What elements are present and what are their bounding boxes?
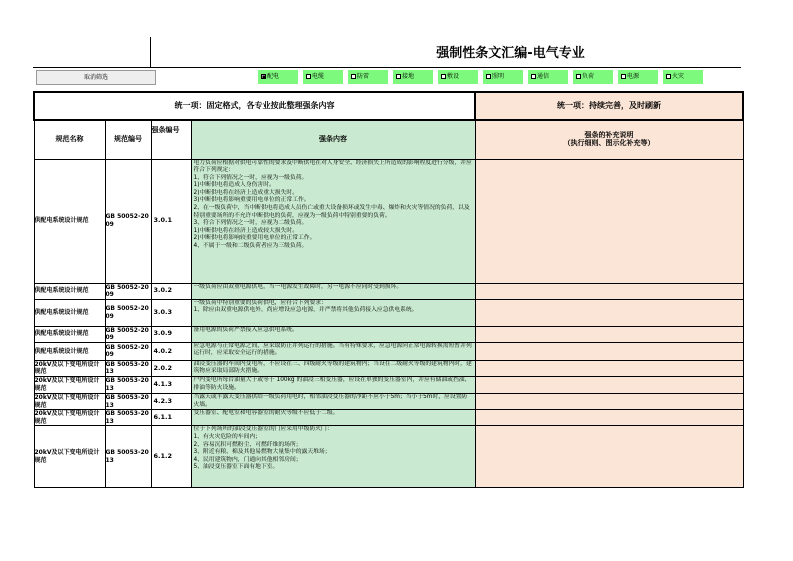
filter-7[interactable] xyxy=(573,70,613,84)
filter-label: 电源 xyxy=(627,73,640,80)
filter-label: 照明 xyxy=(492,73,505,80)
filter-1[interactable] xyxy=(303,70,343,84)
cell-content: 油浸变压器的车间内变电所，不应设在三、四级耐火等级的建筑物内；当设在二级耐火等级的建筑物内时，建筑物应采取局部防火措施。 xyxy=(191,360,475,376)
cell-name: 20kV及以下变电所设计规范 xyxy=(34,377,105,394)
cell-content: 户内变电所每台油量大于或等于 100kg 的油浸三相变压器，应设在单独的变压器室内，并应有储油或挡油、排油等防火设施。 xyxy=(191,377,475,394)
cell-code: GB 50052-2009 xyxy=(105,326,151,342)
checkbox-icon[interactable] xyxy=(351,74,356,79)
checkbox-icon[interactable] xyxy=(396,74,401,79)
cell-name: 20kV及以下变电所设计规范 xyxy=(34,394,105,410)
table-row xyxy=(34,159,743,283)
table-row xyxy=(34,283,743,299)
cell-name: 20kV及以下变电所设计规范 xyxy=(34,410,105,426)
cancel-filter-button[interactable]: 取消筛选 xyxy=(36,70,156,85)
cell-clause: 3.0.1 xyxy=(151,159,191,283)
cell-supp xyxy=(475,283,743,299)
cell-supp xyxy=(475,360,743,376)
filter-label: 接地 xyxy=(402,73,415,80)
cell-clause: 2.0.2 xyxy=(151,360,191,376)
cell-supp xyxy=(475,326,743,342)
cell-supp xyxy=(475,377,743,394)
cell-clause: 3.0.9 xyxy=(151,326,191,342)
header-content: 强条内容 xyxy=(191,120,475,159)
filter-label: 敷设 xyxy=(447,73,460,80)
cell-content: 一级负荷应由双重电源供电，当一电源发生故障时，另一电源不应同时受到损坏。 xyxy=(191,283,475,299)
cell-name: 20kV及以下变电所设计规范 xyxy=(34,360,105,376)
checkbox-icon[interactable] xyxy=(531,74,536,79)
cell-clause: 6.1.2 xyxy=(151,426,191,488)
cell-code: GB 50052-2009 xyxy=(105,159,151,283)
cell-supp xyxy=(475,394,743,410)
band-right: 统一项：持续完善，及时刷新 xyxy=(475,92,743,120)
header-supplement: 强条的补充说明 （执行细则、图示化补充等） xyxy=(475,120,743,159)
cell-code: GB 50053-2013 xyxy=(105,426,151,488)
filter-5[interactable] xyxy=(483,70,523,84)
filter-3[interactable] xyxy=(393,70,433,84)
header-clause: 强条编号 xyxy=(151,120,191,159)
cell-code: GB 50052-2009 xyxy=(105,283,151,299)
cell-clause: 4.1.3 xyxy=(151,377,191,394)
filter-checkboxes xyxy=(258,70,703,84)
table-row xyxy=(34,377,743,394)
filter-label: 配电 xyxy=(267,73,280,80)
standards-table xyxy=(33,91,744,488)
filter-8[interactable] xyxy=(618,70,658,84)
table-row xyxy=(34,299,743,326)
table-row xyxy=(34,326,743,342)
cell-content: 备用电源的负荷严禁接入应急供电系统。 xyxy=(191,326,475,342)
cell-code: GB 50052-2009 xyxy=(105,342,151,360)
checkbox-icon[interactable] xyxy=(306,74,311,79)
cell-content: 电力负荷应根据对供电可靠性的要求及中断供电在对人身安全、经济损失上所造成的影响程度进行分级，并应符合下列规定： 1、符合下列情况之一时，应视为一级负荷。 1)中断供电将造成人身伤害时。 2)中断供电将在经济上造成重大损失时。 3)中断供电将影响重要用电单位的正常工作。 2、在一级负荷中，当中断供电将造成人员伤亡或重大设备损坏或发生中毒、爆炸和火灾等情况的负荷，以及特别重要场所的不允许中断供电的负荷，应视为一级负荷中特别重要的负荷。 3、符合下列情况之一时，应视为二级负荷。 1)中断供电将在经济上造成较大损失时。 2)中断供电将影响较重要用电单位的正常工作。 4、不属于一级和二级负荷者应为三级负荷。 xyxy=(191,159,475,283)
filter-label: 负荷 xyxy=(582,73,595,80)
table-row xyxy=(34,426,743,488)
checkbox-icon[interactable] xyxy=(441,74,446,79)
cell-content: 应急电源与正常电源之间，应采取防止并列运行的措施。当有特殊要求，应急电源向正常电源转换需短暂并列运行时，应采取安全运行的措施。 xyxy=(191,342,475,360)
cell-clause: 6.1.1 xyxy=(151,410,191,426)
header-name: 规范名称 xyxy=(34,120,105,159)
cell-supp xyxy=(475,159,743,283)
cell-content: 当露天或半露天变压器供给一级负荷用电时，相邻油浸变压器的净距不应小于5m；当小于5m时，应设置防火墙。 xyxy=(191,394,475,410)
filter-6[interactable] xyxy=(528,70,568,84)
checkbox-icon[interactable] xyxy=(486,74,491,79)
cell-clause: 4.2.3 xyxy=(151,394,191,410)
cell-clause: 3.0.2 xyxy=(151,283,191,299)
filter-2[interactable] xyxy=(348,70,388,84)
cell-code: GB 50053-2013 xyxy=(105,394,151,410)
filter-label: 电缆 xyxy=(312,73,325,80)
band-left: 统一项：固定格式，各专业按此整理强条内容 xyxy=(34,92,475,120)
cell-name: 供配电系统设计规范 xyxy=(34,342,105,360)
filter-4[interactable] xyxy=(438,70,478,84)
filter-label: 通信 xyxy=(537,73,550,80)
filter-label: 火灾 xyxy=(672,73,685,80)
cell-supp xyxy=(475,299,743,326)
cell-name: 供配电系统设计规范 xyxy=(34,326,105,342)
page-title: 强制性条文汇编-电气专业 xyxy=(436,46,585,61)
table-row xyxy=(34,410,743,426)
cell-content: 一级负荷中特别重要的负荷供电，应符合下列要求： 1、除应由双重电源供电外，尚应增设应急电源，并严禁将其他负荷接入应急供电系统。 xyxy=(191,299,475,326)
divider xyxy=(33,67,741,68)
cell-supp xyxy=(475,410,743,426)
table-row xyxy=(34,342,743,360)
checkbox-icon[interactable] xyxy=(576,74,581,79)
cell-clause: 3.0.3 xyxy=(151,299,191,326)
cell-supp xyxy=(475,426,743,488)
cell-clause: 4.0.2 xyxy=(151,342,191,360)
cell-supp xyxy=(475,342,743,360)
filter-9[interactable] xyxy=(663,70,703,84)
cell-name: 20kV及以下变电所设计规范 xyxy=(34,426,105,488)
checkbox-icon[interactable] xyxy=(666,74,671,79)
filter-0[interactable] xyxy=(258,70,298,84)
checkbox-icon[interactable] xyxy=(621,74,626,79)
cell-content: 位于下列场所的油浸变压器室的门应采用甲级防火门： 1、有火灾危险的车间内； 2、容易沉积可燃粉尘、可燃纤维的场所； 3、附近有粮、棉及其他易燃物大量集中的露天堆场； 4、民用建筑物内，门通向其他相邻房间； 5、油浸变压器室下面有地下室。 xyxy=(191,426,475,488)
header-code: 规范编号 xyxy=(105,120,151,159)
cell-code: GB 50053-2013 xyxy=(105,410,151,426)
checkbox-icon[interactable]: ■ xyxy=(262,74,266,79)
cell-name: 供配电系统设计规范 xyxy=(34,283,105,299)
table-row xyxy=(34,394,743,410)
cell-code: GB 50053-2013 xyxy=(105,360,151,376)
cell-content: 变压器室、配电室和电容器室的耐火等级不应低于二级。 xyxy=(191,410,475,426)
filter-label: 防雷 xyxy=(357,73,370,80)
cell-name: 供配电系统设计规范 xyxy=(34,299,105,326)
cell-code: GB 50052-2009 xyxy=(105,299,151,326)
cell-code: GB 50053-2013 xyxy=(105,377,151,394)
cell-name: 供配电系统设计规范 xyxy=(34,159,105,283)
table-row xyxy=(34,360,743,376)
